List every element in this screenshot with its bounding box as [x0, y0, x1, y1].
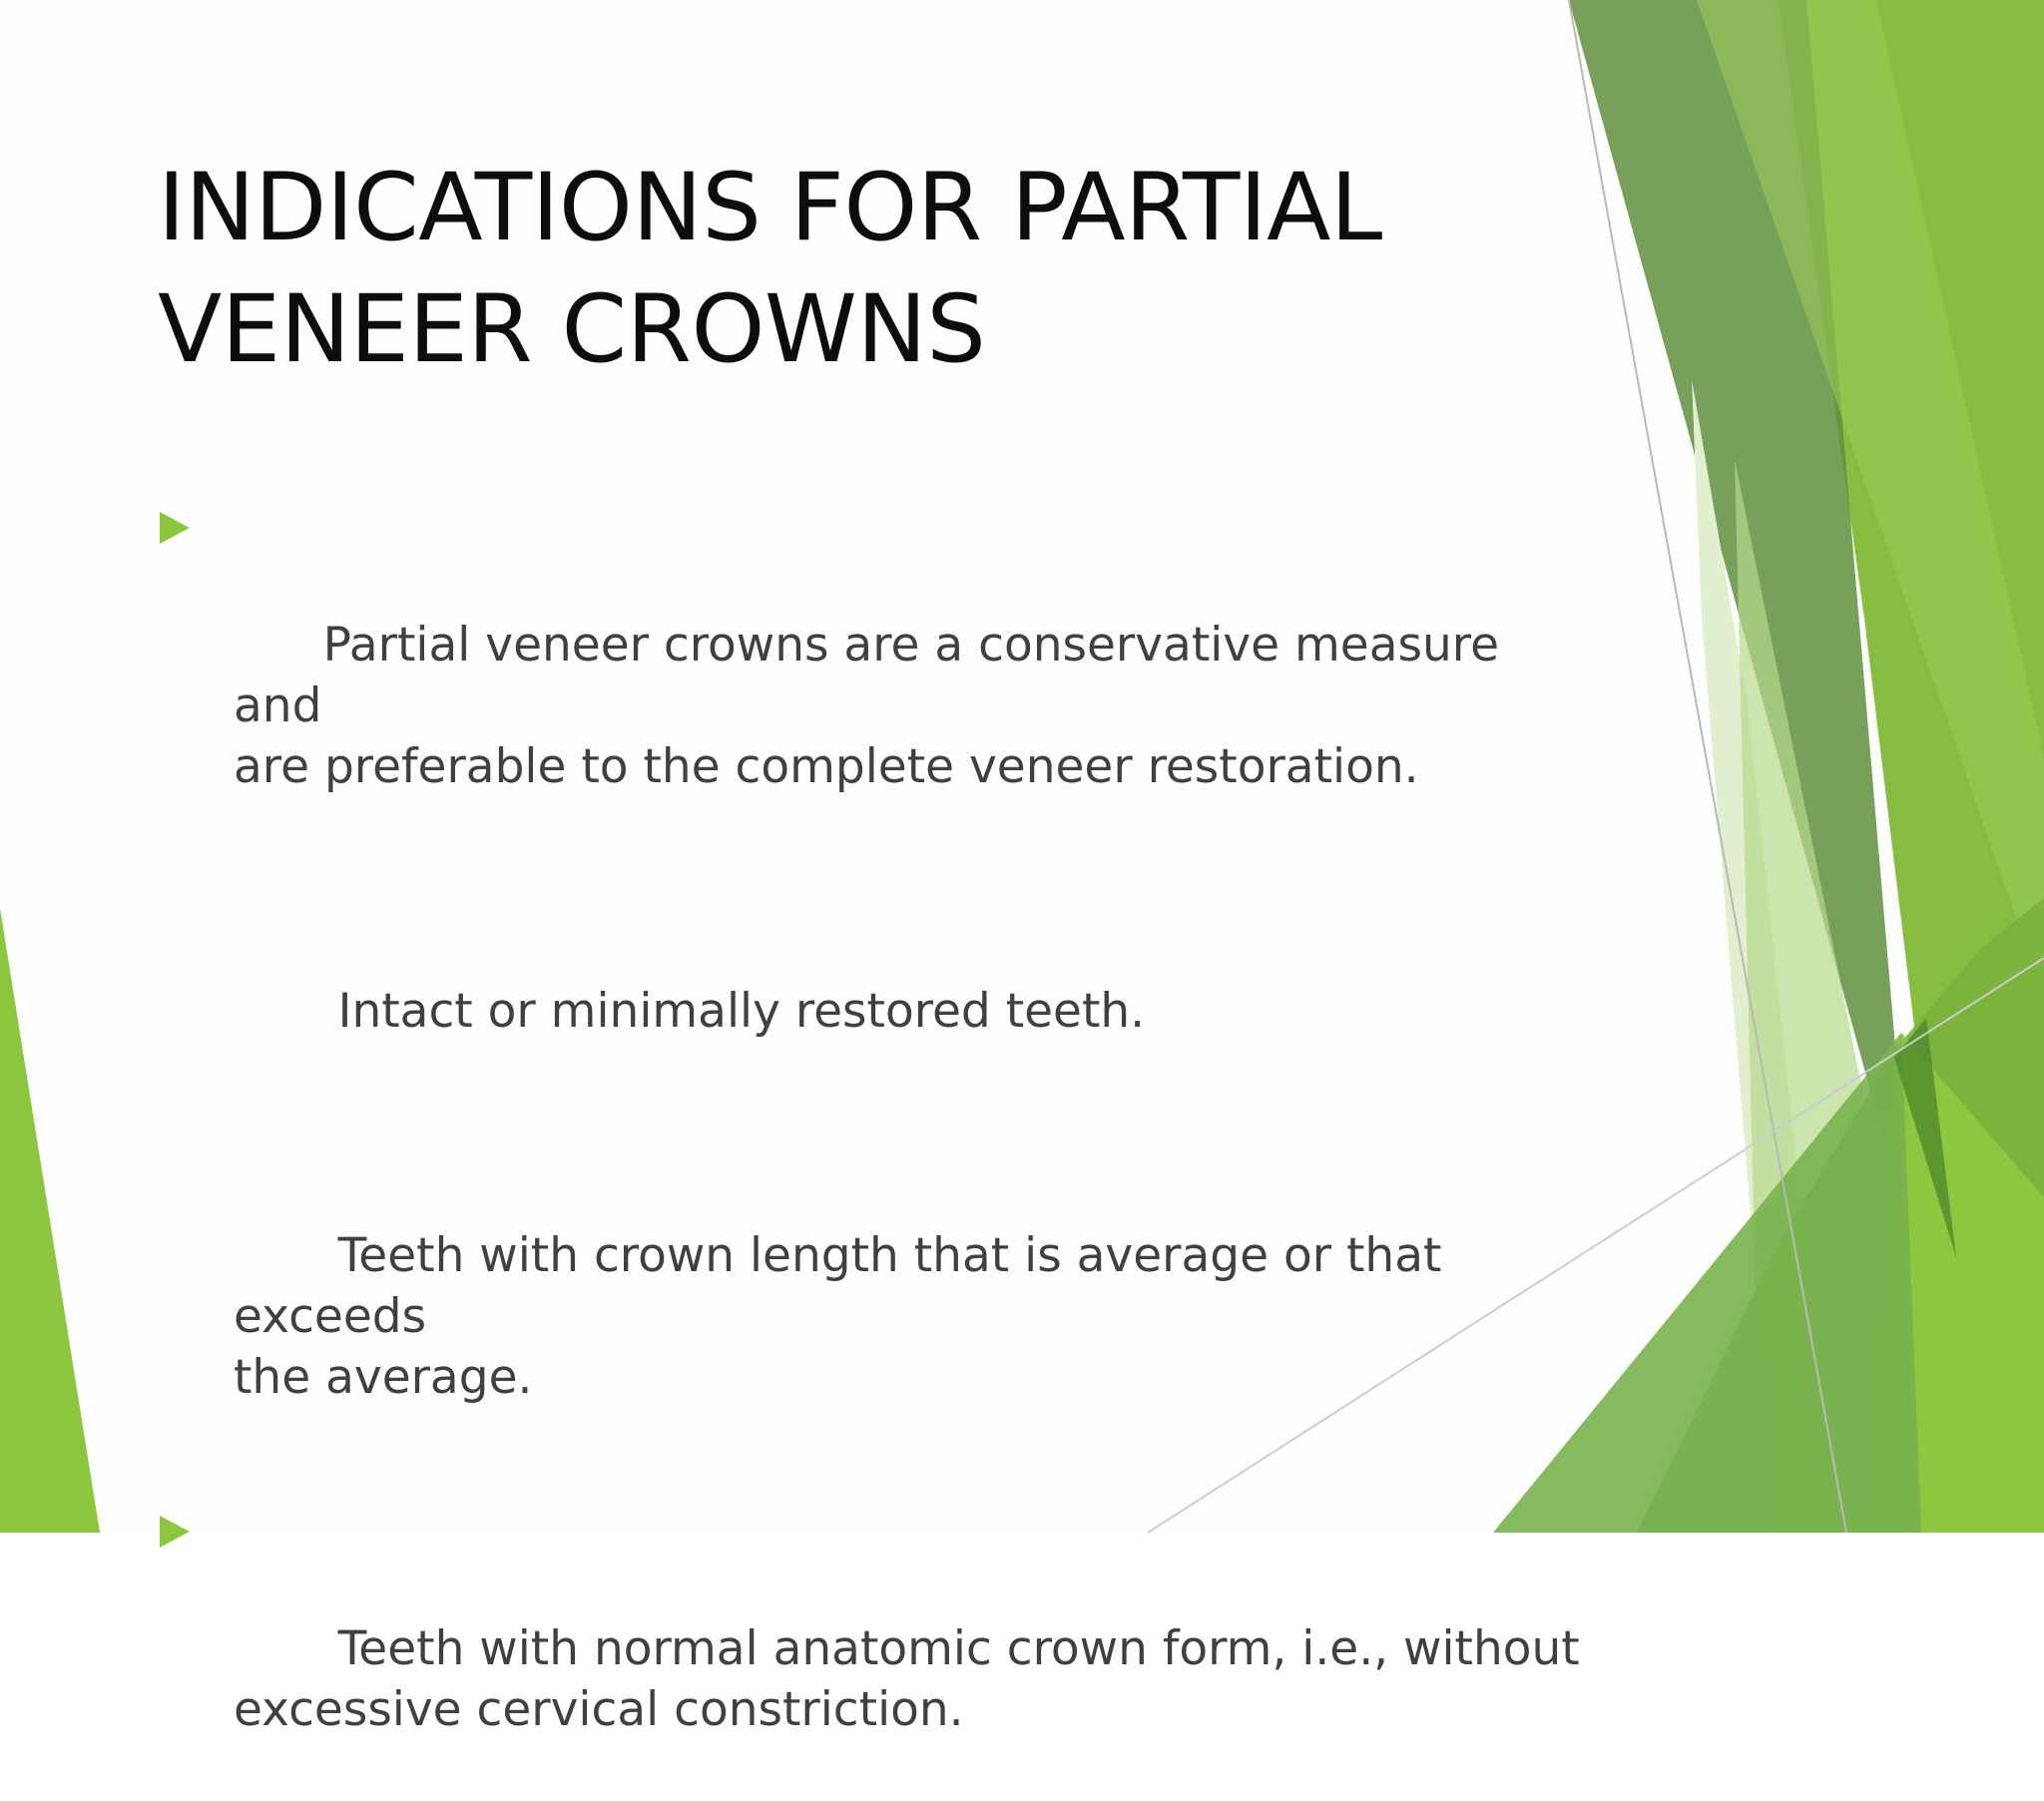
list-item-text: Intact or minimally restored teeth.	[322, 984, 1146, 1039]
list-item-text: Teeth with normal anatomic crown form, i.e., without excessive cervical constriction.	[234, 1621, 1580, 1737]
list-item-continuation	[158, 920, 1595, 1103]
list-item	[158, 1497, 1595, 1801]
slide-title-line-1: INDICATIONS FOR PARTIAL	[158, 154, 1382, 262]
triangle-right-icon	[160, 512, 190, 544]
slide-title-line-2: VENEER CROWNS	[158, 275, 986, 384]
list-item-text: Teeth with crown length that is average or that exceeds the average.	[234, 1228, 1442, 1405]
list-item	[158, 493, 1595, 858]
triangle-right-icon	[160, 1516, 190, 1548]
list-item-continuation	[158, 1164, 1595, 1469]
slide-title	[158, 148, 1455, 391]
slide-body	[158, 493, 1595, 1801]
list-item-text: Partial veneer crowns are a conservative measure and are preferable to the complete veneer restoration.	[234, 618, 1499, 794]
